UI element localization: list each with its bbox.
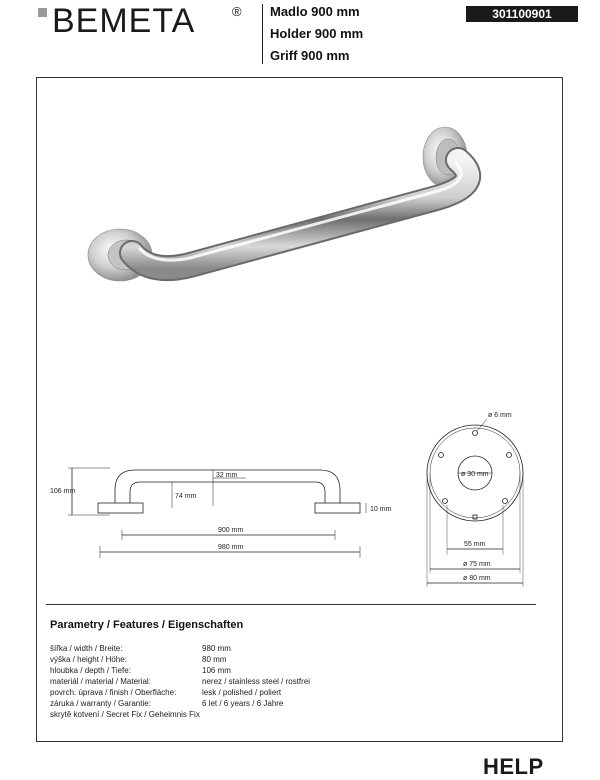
dim-hole-diameter: ø 6 mm bbox=[488, 412, 512, 419]
product-name-de: Griff 900 mm bbox=[270, 48, 350, 63]
spec-label-finish: povrch. úprava / finish / Oberfläche: bbox=[50, 688, 177, 697]
dim-flange-outer: ø 80 mm bbox=[463, 575, 491, 582]
spec-value-warranty: 6 let / 6 years / 6 Jahre bbox=[202, 699, 284, 708]
spec-label-secret-fix: skrytě kotvení / Secret Fix / Geheimnis Fix bbox=[50, 710, 200, 719]
spec-value-finish: lesk / polished / poliert bbox=[202, 688, 282, 697]
dim-tube-diameter: 32 mm bbox=[216, 472, 238, 479]
brand-logo: BEMETA bbox=[52, 2, 196, 40]
dim-inner-width: 900 mm bbox=[218, 527, 244, 534]
product-name-en: Holder 900 mm bbox=[270, 26, 364, 41]
dim-base-thickness: 10 mm bbox=[370, 506, 392, 513]
features-title: Parametry / Features / Eigenschaften bbox=[50, 619, 244, 631]
spec-value-width: 980 mm bbox=[202, 644, 231, 653]
spec-value-depth: 106 mm bbox=[202, 666, 231, 675]
spec-label-warranty: záruka / warranty / Garantie: bbox=[50, 699, 151, 708]
spec-label-width: šířka / width / Breite: bbox=[50, 644, 123, 653]
features-divider bbox=[46, 604, 536, 605]
product-code: 301100901 bbox=[492, 7, 552, 21]
flange-dimension-drawing bbox=[415, 405, 545, 590]
spec-value-height: 80 mm bbox=[202, 655, 227, 664]
dim-inner-height: 74 mm bbox=[175, 493, 197, 500]
header-divider bbox=[262, 4, 263, 64]
product-image bbox=[80, 115, 510, 295]
dim-hole-spacing: 55 mm bbox=[464, 541, 486, 548]
spec-label-material: materiál / material / Material: bbox=[50, 677, 151, 686]
product-name-cz: Madlo 900 mm bbox=[270, 4, 360, 19]
spec-value-material: nerez / stainless steel / rostfrei bbox=[202, 677, 311, 686]
spec-label-depth: hloubka / depth / Tiefe: bbox=[50, 666, 131, 675]
spec-label-height: výška / height / Höhe: bbox=[50, 655, 127, 664]
series-name: HELP bbox=[483, 754, 544, 779]
front-dimension-drawing bbox=[50, 460, 410, 570]
registered-mark: ® bbox=[232, 4, 242, 19]
dim-total-width: 980 mm bbox=[218, 544, 244, 551]
logo-square bbox=[38, 8, 47, 17]
dim-flange-inner: ø 75 mm bbox=[463, 561, 491, 568]
dim-height: 106 mm bbox=[50, 488, 76, 495]
dim-center-diameter: ø 30 mm bbox=[461, 471, 489, 478]
